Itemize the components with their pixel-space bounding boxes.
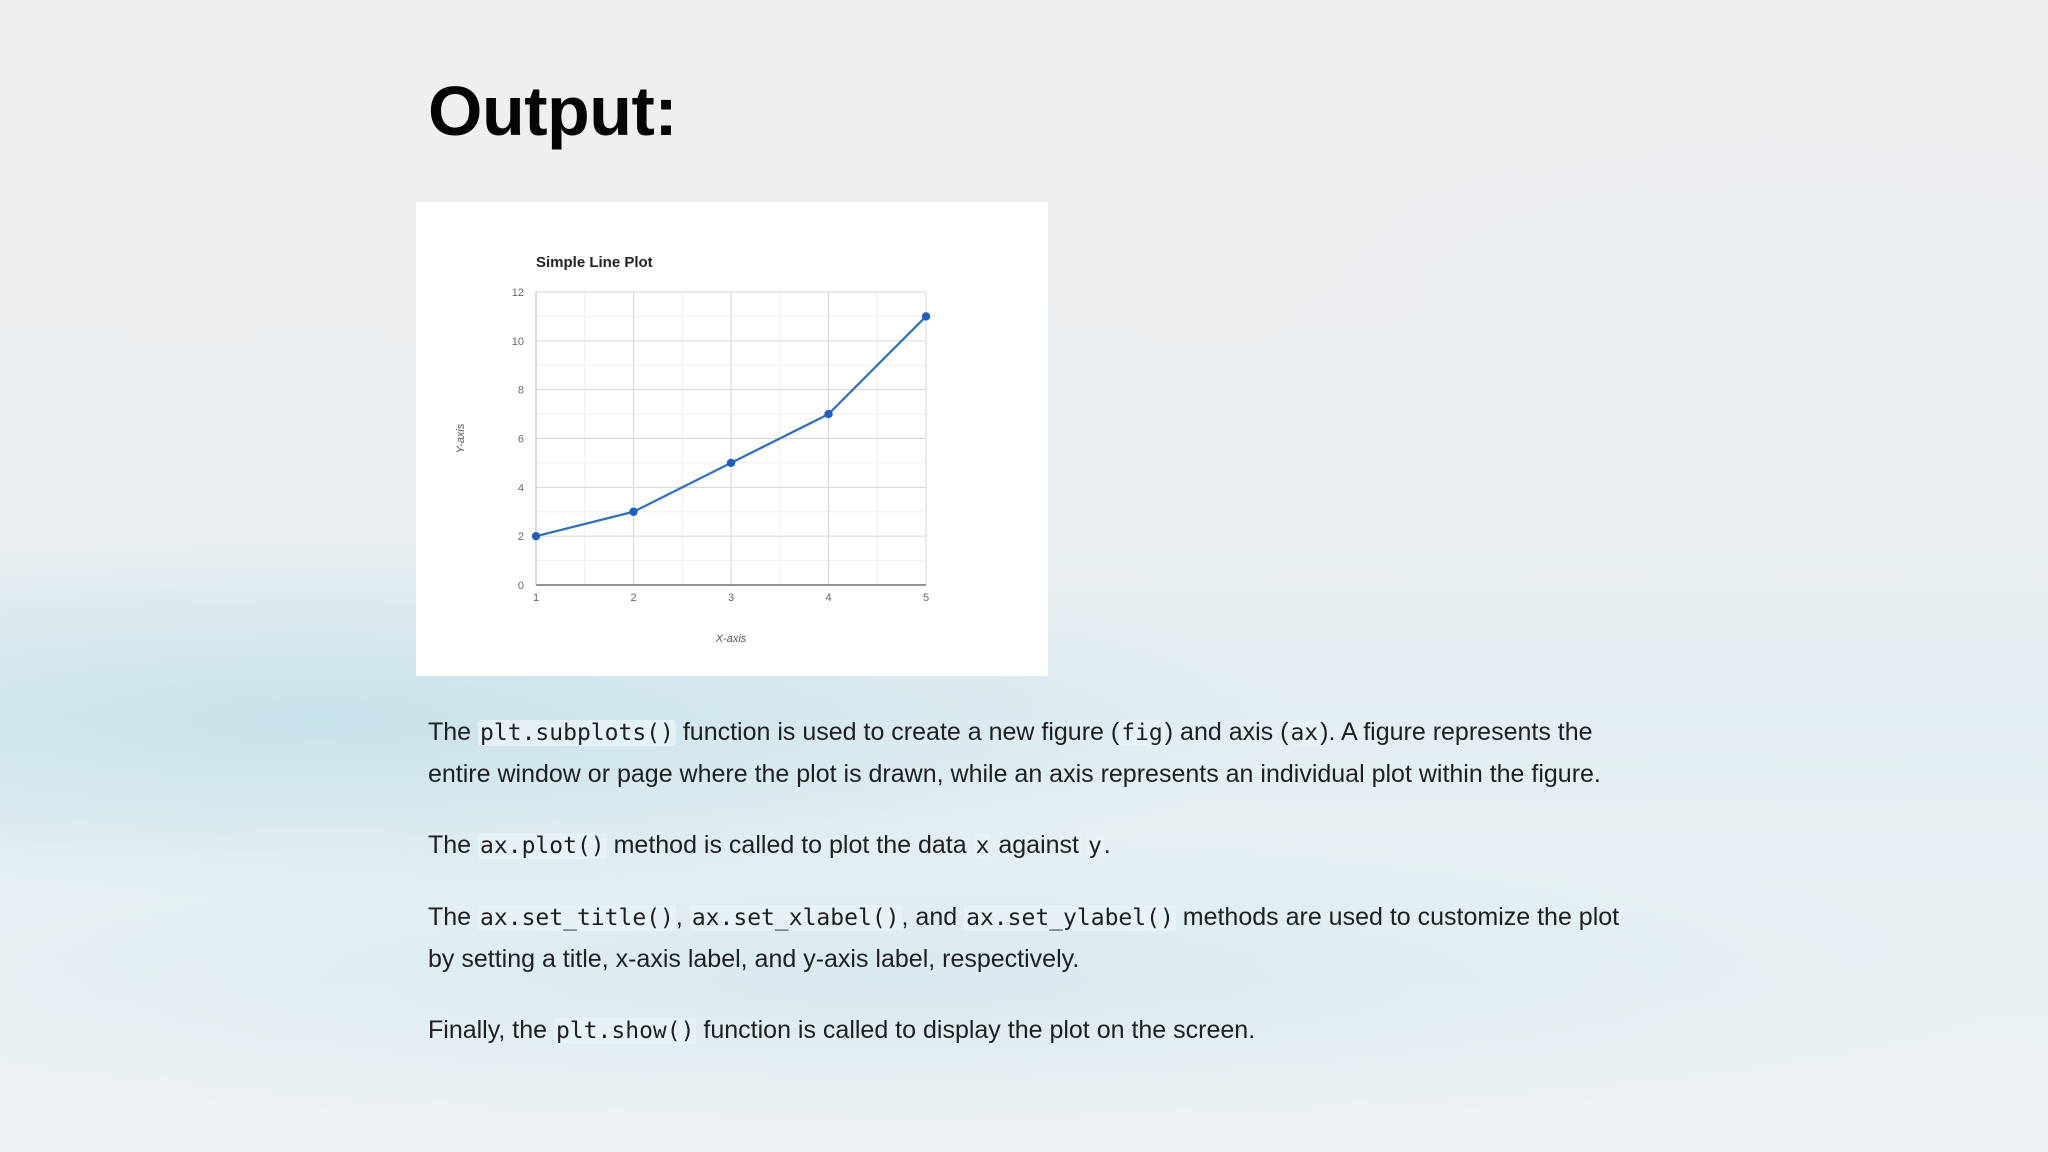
inline-code: y — [1087, 833, 1102, 859]
y-tick-label: 12 — [511, 287, 524, 299]
data-point — [629, 508, 637, 516]
text-run: , — [675, 903, 690, 931]
y-tick-label: 6 — [517, 433, 524, 446]
data-point — [532, 532, 540, 540]
text-run: . — [1103, 831, 1111, 859]
x-tick-label: 5 — [922, 592, 930, 604]
text-run: function is used to create a new figure ( — [675, 718, 1120, 746]
inline-code: x — [975, 833, 990, 859]
y-axis-label: Y-axis — [455, 423, 467, 454]
x-axis-label: X-axis — [715, 633, 747, 645]
data-point — [727, 459, 735, 467]
x-tick-label: 3 — [727, 592, 735, 604]
line-chart — [416, 202, 1048, 676]
inline-code: plt.subplots() — [480, 720, 674, 746]
paragraph — [428, 825, 1628, 867]
y-tick-label: 4 — [517, 482, 524, 495]
text-run: methods are used to customize the plot by setting a title, x-axis label, and y-axis label, respectively. — [428, 903, 1620, 973]
text-run: Finally, the — [428, 1016, 554, 1044]
y-tick-label: 8 — [517, 384, 524, 397]
data-point — [922, 312, 930, 320]
text-run: against — [991, 831, 1086, 859]
text-run: The — [428, 903, 479, 931]
paragraph — [428, 897, 1628, 980]
x-tick-label: 1 — [532, 592, 540, 604]
x-tick-label: 4 — [825, 592, 832, 604]
text-run: method is called to plot the data — [606, 831, 974, 859]
page-title: Output: — [428, 72, 678, 150]
text-run: function is called to display the plot on the screen. — [696, 1016, 1256, 1044]
inline-code: ax.plot() — [480, 833, 605, 859]
text-run: , and — [901, 903, 965, 931]
inline-code: ax — [1290, 720, 1319, 746]
explanation-text — [428, 712, 1628, 1082]
y-tick-label: 10 — [511, 335, 524, 348]
y-tick-label: 2 — [517, 531, 524, 544]
inline-code: plt.show() — [555, 1018, 695, 1044]
inline-code: fig — [1121, 720, 1163, 746]
data-point — [824, 410, 832, 418]
y-tick-label: 0 — [517, 580, 524, 592]
chart-title: Simple Line Plot — [536, 254, 653, 271]
x-tick-label: 2 — [630, 592, 637, 604]
inline-code: ax.set_title() — [480, 905, 674, 931]
paragraph — [428, 712, 1628, 795]
text-run: ). A figure represents the entire window or page where the plot is drawn, while an axis represents an individual plot within the figure. — [428, 718, 1601, 788]
paragraph — [428, 1010, 1628, 1052]
text-run: The — [428, 718, 479, 746]
inline-code: ax.set_ylabel() — [966, 905, 1174, 931]
chart-figure — [416, 202, 1048, 676]
text-run: The — [428, 831, 479, 859]
text-run: ) and axis ( — [1164, 718, 1289, 746]
inline-code: ax.set_xlabel() — [691, 905, 900, 931]
